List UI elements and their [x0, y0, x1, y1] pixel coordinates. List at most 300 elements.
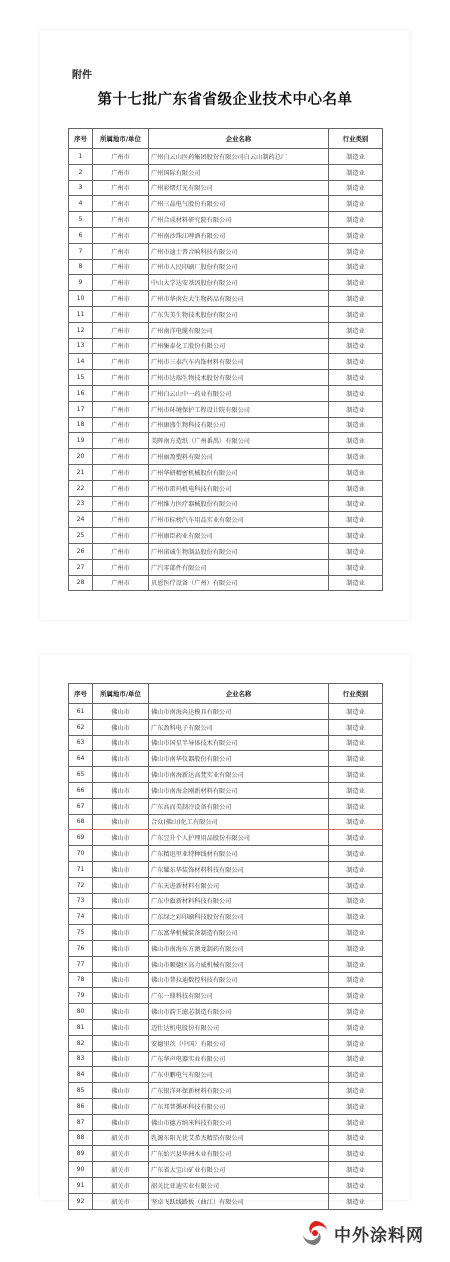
row-company: 广东中旗新材料科技有限公司 — [149, 893, 329, 909]
row-no: 8 — [69, 259, 93, 275]
enterprise-table-1 — [68, 128, 383, 591]
row-company: 广汽零部件有限公司 — [149, 559, 329, 575]
table-row — [69, 164, 383, 180]
table-row — [69, 719, 383, 735]
row-company: 广州市雷玛机电科技有限公司 — [149, 480, 329, 496]
row-industry: 制造业 — [329, 196, 383, 212]
row-industry: 制造业 — [329, 449, 383, 465]
row-no: 80 — [69, 1004, 93, 1020]
row-city: 广州市 — [93, 496, 149, 512]
header-industry: 行业类别 — [329, 129, 383, 149]
document-page-1 — [40, 30, 410, 620]
row-city: 广州市 — [93, 196, 149, 212]
row-company: 广东天进新材料有限公司 — [149, 877, 329, 893]
row-city: 佛山市 — [93, 767, 149, 783]
row-city: 佛山市 — [93, 1067, 149, 1083]
row-industry: 制造业 — [329, 322, 383, 338]
header-no: 序号 — [69, 129, 93, 149]
row-industry: 制造业 — [329, 401, 383, 417]
row-no: 87 — [69, 1114, 93, 1130]
table-row — [69, 575, 383, 591]
row-city: 佛山市 — [93, 940, 149, 956]
row-industry: 制造业 — [329, 1004, 383, 1020]
row-city: 广州市 — [93, 227, 149, 243]
row-no: 76 — [69, 940, 93, 956]
table-header-row — [69, 684, 383, 704]
row-city: 韶关市 — [93, 1130, 149, 1146]
row-company: 合众(佛山)化工有限公司 — [149, 814, 329, 830]
row-no: 88 — [69, 1130, 93, 1146]
row-city: 佛山市 — [93, 782, 149, 798]
row-no: 1 — [69, 149, 93, 165]
table-row — [69, 322, 383, 338]
row-industry: 制造业 — [329, 259, 383, 275]
table-header-row — [69, 129, 383, 149]
row-no: 16 — [69, 385, 93, 401]
row-city: 佛山市 — [93, 909, 149, 925]
row-company: 广州市三泰汽车内饰材料有限公司 — [149, 354, 329, 370]
row-city: 佛山市 — [93, 956, 149, 972]
row-city: 佛山市 — [93, 1114, 149, 1130]
row-industry: 制造业 — [329, 243, 383, 259]
row-city: 佛山市 — [93, 861, 149, 877]
table-row — [69, 306, 383, 322]
row-company: 佛山市南华仪器股份有限公司 — [149, 751, 329, 767]
row-no: 14 — [69, 354, 93, 370]
row-industry: 制造业 — [329, 893, 383, 909]
table-row — [69, 767, 383, 783]
row-city: 广州市 — [93, 417, 149, 433]
row-no: 83 — [69, 1051, 93, 1067]
row-no: 78 — [69, 972, 93, 988]
row-company: 广州市达瑞生物技术股份有限公司 — [149, 370, 329, 386]
table-row — [69, 1162, 383, 1178]
row-industry: 制造业 — [329, 433, 383, 449]
row-industry: 制造业 — [329, 719, 383, 735]
table-row — [69, 496, 383, 512]
table-row — [69, 1019, 383, 1035]
row-no: 21 — [69, 464, 93, 480]
row-city: 佛山市 — [93, 1004, 149, 1020]
row-no: 12 — [69, 322, 93, 338]
table-row — [69, 543, 383, 559]
table-row — [69, 1193, 383, 1209]
row-no: 10 — [69, 291, 93, 307]
row-industry: 制造业 — [329, 1067, 383, 1083]
row-no: 79 — [69, 988, 93, 1004]
row-industry: 制造业 — [329, 227, 383, 243]
table-row — [69, 988, 383, 1004]
row-industry: 制造业 — [329, 735, 383, 751]
row-city: 佛山市 — [93, 925, 149, 941]
row-no: 67 — [69, 798, 93, 814]
row-no: 68 — [69, 814, 93, 830]
table-row — [69, 893, 383, 909]
row-city: 广州市 — [93, 180, 149, 196]
row-no: 72 — [69, 877, 93, 893]
row-city: 韶关市 — [93, 1177, 149, 1193]
row-city: 广州市 — [93, 306, 149, 322]
row-no: 66 — [69, 782, 93, 798]
row-industry: 制造业 — [329, 212, 383, 228]
row-city: 广州市 — [93, 275, 149, 291]
row-industry: 制造业 — [329, 1035, 383, 1051]
header-no: 序号 — [69, 684, 93, 704]
table-row — [69, 909, 383, 925]
document-page-2 — [40, 655, 410, 1206]
enterprise-table-2 — [68, 683, 383, 1210]
table-row — [69, 925, 383, 941]
table-row — [69, 877, 383, 893]
row-no: 85 — [69, 1083, 93, 1099]
row-industry: 制造业 — [329, 782, 383, 798]
row-industry: 制造业 — [329, 1083, 383, 1099]
document-title: 第十七批广东省省级企业技术中心名单 — [97, 91, 353, 108]
table-row — [69, 480, 383, 496]
row-no: 81 — [69, 1019, 93, 1035]
table-row — [69, 1004, 383, 1020]
row-company: 广东精迅里亚特种线材有限公司 — [149, 846, 329, 862]
row-industry: 制造业 — [329, 1193, 383, 1209]
table-row — [69, 1051, 383, 1067]
row-company: 广州白云山医药集团股份有限公司白云山制药总厂 — [149, 149, 329, 165]
table-row — [69, 243, 383, 259]
row-industry: 制造业 — [329, 1162, 383, 1178]
row-company: 佛山市韵王滤芯制造有限公司 — [149, 1004, 329, 1020]
swirl-logo-icon — [300, 1218, 330, 1248]
row-company: 广东绿之彩印刷科技股份有限公司 — [149, 909, 329, 925]
table-row — [69, 291, 383, 307]
row-company: 佛山市南海东方澳龙制药有限公司 — [149, 940, 329, 956]
row-company: 广东耀东华装饰材料科技有限公司 — [149, 861, 329, 877]
table-row — [69, 512, 383, 528]
table-row — [69, 528, 383, 544]
row-city: 佛山市 — [93, 704, 149, 720]
row-company: 韶关比亚迪实业有限公司 — [149, 1177, 329, 1193]
row-company: 佛山市南海金刚新材料有限公司 — [149, 782, 329, 798]
row-industry: 制造业 — [329, 972, 383, 988]
row-company: 中山大学达安基因股份有限公司 — [149, 275, 329, 291]
row-industry: 制造业 — [329, 370, 383, 386]
row-no: 70 — [69, 846, 93, 862]
row-company: 广州南洋电缆有限公司 — [149, 322, 329, 338]
row-company: 广州国际有限公司 — [149, 164, 329, 180]
row-industry: 制造业 — [329, 830, 383, 846]
row-city: 广州市 — [93, 559, 149, 575]
row-company: 广州康臣药业有限公司 — [149, 528, 329, 544]
row-city: 广州市 — [93, 543, 149, 559]
row-company: 迈仕达机电股份有限公司 — [149, 1019, 329, 1035]
row-no: 74 — [69, 909, 93, 925]
row-industry: 制造业 — [329, 480, 383, 496]
row-no: 19 — [69, 433, 93, 449]
row-industry: 制造业 — [329, 798, 383, 814]
row-no: 69 — [69, 830, 93, 846]
row-no: 77 — [69, 956, 93, 972]
row-no: 24 — [69, 512, 93, 528]
row-industry: 制造业 — [329, 275, 383, 291]
row-no: 5 — [69, 212, 93, 228]
row-industry: 制造业 — [329, 164, 383, 180]
table-row — [69, 956, 383, 972]
row-industry: 制造业 — [329, 180, 383, 196]
row-city: 韶关市 — [93, 1146, 149, 1162]
row-company: 广州诺诚生物制品股份有限公司 — [149, 543, 329, 559]
row-no: 71 — [69, 861, 93, 877]
row-no: 86 — [69, 1098, 93, 1114]
watermark-logo — [300, 1218, 424, 1248]
row-company: 广州市迪士普音响科技有限公司 — [149, 243, 329, 259]
row-company: 广州市环境保护工程设计院有限公司 — [149, 401, 329, 417]
row-city: 广州市 — [93, 354, 149, 370]
row-city: 广州市 — [93, 259, 149, 275]
row-company: 贝恩医疗设备（广州）有限公司 — [149, 575, 329, 591]
table-row — [69, 1146, 383, 1162]
row-industry: 制造业 — [329, 512, 383, 528]
table-row — [69, 275, 383, 291]
row-company: 美晖南方造纸（广州番禺）有限公司 — [149, 433, 329, 449]
row-city: 佛山市 — [93, 1035, 149, 1051]
table-row — [69, 433, 383, 449]
table-row — [69, 861, 383, 877]
row-industry: 制造业 — [329, 909, 383, 925]
row-industry: 制造业 — [329, 306, 383, 322]
row-industry: 制造业 — [329, 846, 383, 862]
table-row — [69, 370, 383, 386]
row-no: 26 — [69, 543, 93, 559]
row-city: 广州市 — [93, 401, 149, 417]
row-company: 佛山市南海新达高梵实业有限公司 — [149, 767, 329, 783]
row-city: 佛山市 — [93, 1019, 149, 1035]
row-city: 佛山市 — [93, 846, 149, 862]
row-company: 广东银洋环保新材料有限公司 — [149, 1083, 329, 1099]
row-company: 广东盈科电子有限公司 — [149, 719, 329, 735]
row-industry: 制造业 — [329, 496, 383, 512]
row-industry: 制造业 — [329, 1098, 383, 1114]
row-no: 75 — [69, 925, 93, 941]
row-company: 广州集泰化工股份有限公司 — [149, 338, 329, 354]
header-company: 企业名称 — [149, 129, 329, 149]
row-company: 广东华声电器实业有限公司 — [149, 1051, 329, 1067]
row-industry: 制造业 — [329, 464, 383, 480]
row-no: 13 — [69, 338, 93, 354]
table-row — [69, 830, 383, 846]
row-city: 佛山市 — [93, 751, 149, 767]
row-no: 27 — [69, 559, 93, 575]
row-company: 广州合成材料研究院有限公司 — [149, 212, 329, 228]
row-industry: 制造业 — [329, 1130, 383, 1146]
row-company: 广东邦普循环科技有限公司 — [149, 1098, 329, 1114]
row-no: 64 — [69, 751, 93, 767]
table-row — [69, 1098, 383, 1114]
row-industry: 制造业 — [329, 767, 383, 783]
row-company: 广东始兴县华洲木业有限公司 — [149, 1146, 329, 1162]
table-row — [69, 751, 383, 767]
row-company: 广州三晶电气股份有限公司 — [149, 196, 329, 212]
row-company: 广州丽盈塑料有限公司 — [149, 449, 329, 465]
row-industry: 制造业 — [329, 1114, 383, 1130]
row-company: 广州维力医疗器械股份有限公司 — [149, 496, 329, 512]
row-industry: 制造业 — [329, 1051, 383, 1067]
row-industry: 制造业 — [329, 149, 383, 165]
header-city: 所属地市/单位 — [93, 129, 149, 149]
row-company: 广州市华南农大生物药品有限公司 — [149, 291, 329, 307]
row-industry: 制造业 — [329, 877, 383, 893]
row-city: 广州市 — [93, 243, 149, 259]
row-no: 92 — [69, 1193, 93, 1209]
row-city: 韶关市 — [93, 1193, 149, 1209]
row-city: 佛山市 — [93, 1098, 149, 1114]
table-row — [69, 972, 383, 988]
row-industry: 制造业 — [329, 528, 383, 544]
table-row — [69, 354, 383, 370]
table-row — [69, 338, 383, 354]
row-no: 23 — [69, 496, 93, 512]
row-company: 佛山市南海奔达模具有限公司 — [149, 704, 329, 720]
row-industry: 制造业 — [329, 338, 383, 354]
table-row — [69, 735, 383, 751]
row-no: 90 — [69, 1162, 93, 1178]
row-city: 广州市 — [93, 338, 149, 354]
row-company: 佛山市德方纳米科技有限公司 — [149, 1114, 329, 1130]
row-company: 广州华研精密机械股份有限公司 — [149, 464, 329, 480]
annex-label: 附件 — [72, 70, 92, 81]
row-city: 广州市 — [93, 512, 149, 528]
header-company: 企业名称 — [149, 684, 329, 704]
table-row — [69, 704, 383, 720]
table-row — [69, 196, 383, 212]
row-company: 佛山市顺德区高力威机械有限公司 — [149, 956, 329, 972]
row-company: 广州彩熠灯光有限公司 — [149, 180, 329, 196]
row-company: 安德里茨（中国）有限公司 — [149, 1035, 329, 1051]
row-city: 广州市 — [93, 385, 149, 401]
row-no: 28 — [69, 575, 93, 591]
row-industry: 制造业 — [329, 417, 383, 433]
row-city: 佛山市 — [93, 830, 149, 846]
table-row — [69, 180, 383, 196]
row-city: 广州市 — [93, 480, 149, 496]
row-industry: 制造业 — [329, 559, 383, 575]
row-company: 广州市标榜汽车用品实业有限公司 — [149, 512, 329, 528]
row-no: 3 — [69, 180, 93, 196]
row-no: 63 — [69, 735, 93, 751]
row-city: 广州市 — [93, 528, 149, 544]
row-no: 25 — [69, 528, 93, 544]
row-no: 65 — [69, 767, 93, 783]
row-no: 82 — [69, 1035, 93, 1051]
row-industry: 制造业 — [329, 861, 383, 877]
table-row — [69, 1177, 383, 1193]
table-row — [69, 385, 383, 401]
row-industry: 制造业 — [329, 1146, 383, 1162]
row-industry: 制造业 — [329, 751, 383, 767]
row-industry: 制造业 — [329, 1019, 383, 1035]
row-company: 广东一鼎科技有限公司 — [149, 988, 329, 1004]
row-city: 广州市 — [93, 164, 149, 180]
watermark-text: 中外涂料网 — [334, 1225, 424, 1246]
row-company: 坚卓飞跃线路板（曲江）有限公司 — [149, 1193, 329, 1209]
row-industry: 制造业 — [329, 354, 383, 370]
row-city: 广州市 — [93, 449, 149, 465]
row-city: 佛山市 — [93, 719, 149, 735]
row-city: 佛山市 — [93, 893, 149, 909]
row-company: 广州康盛生物科技有限公司 — [149, 417, 329, 433]
row-city: 韶关市 — [93, 1162, 149, 1178]
row-city: 佛山市 — [93, 1083, 149, 1099]
row-city: 广州市 — [93, 433, 149, 449]
row-industry: 制造业 — [329, 543, 383, 559]
row-no: 20 — [69, 449, 93, 465]
table-row — [69, 464, 383, 480]
row-city: 佛山市 — [93, 1051, 149, 1067]
row-industry: 制造业 — [329, 814, 383, 830]
row-industry: 制造业 — [329, 956, 383, 972]
row-industry: 制造业 — [329, 385, 383, 401]
table-row — [69, 449, 383, 465]
row-no: 73 — [69, 893, 93, 909]
row-no: 91 — [69, 1177, 93, 1193]
row-no: 15 — [69, 370, 93, 386]
row-company: 广东昱升个人护理用品股份有限公司 — [149, 830, 329, 846]
row-no: 4 — [69, 196, 93, 212]
row-city: 广州市 — [93, 149, 149, 165]
row-city: 广州市 — [93, 322, 149, 338]
row-industry: 制造业 — [329, 575, 383, 591]
row-company: 广东省大宝山矿业有限公司 — [149, 1162, 329, 1178]
row-city: 佛山市 — [93, 972, 149, 988]
row-city: 广州市 — [93, 464, 149, 480]
row-no: 17 — [69, 401, 93, 417]
row-company: 广东富华机械装备制造有限公司 — [149, 925, 329, 941]
row-no: 89 — [69, 1146, 93, 1162]
row-company: 佛山市普拉迪数控科技有限公司 — [149, 972, 329, 988]
table-row — [69, 212, 383, 228]
table-row — [69, 1130, 383, 1146]
table-row — [69, 940, 383, 956]
row-city: 佛山市 — [93, 988, 149, 1004]
row-industry: 制造业 — [329, 1177, 383, 1193]
row-city: 佛山市 — [93, 814, 149, 830]
row-city: 广州市 — [93, 291, 149, 307]
row-company: 乳源东阳光优艾希杰精箔有限公司 — [149, 1130, 329, 1146]
table-row — [69, 846, 383, 862]
row-no: 61 — [69, 704, 93, 720]
row-no: 18 — [69, 417, 93, 433]
table-row — [69, 798, 383, 814]
row-company: 广州南沙珠江啤酒有限公司 — [149, 227, 329, 243]
table-row — [69, 1114, 383, 1130]
row-city: 广州市 — [93, 370, 149, 386]
row-no: 2 — [69, 164, 93, 180]
row-industry: 制造业 — [329, 925, 383, 941]
table-row — [69, 1083, 383, 1099]
row-company: 广东失美生物技术股份有限公司 — [149, 306, 329, 322]
header-industry: 行业类别 — [329, 684, 383, 704]
row-company: 广州白云山中一药业有限公司 — [149, 385, 329, 401]
table-row — [69, 227, 383, 243]
row-city: 佛山市 — [93, 798, 149, 814]
table-row — [69, 814, 383, 830]
row-company: 广东中鹏电气有限公司 — [149, 1067, 329, 1083]
row-industry: 制造业 — [329, 704, 383, 720]
table-row — [69, 417, 383, 433]
row-city: 佛山市 — [93, 877, 149, 893]
row-city: 广州市 — [93, 575, 149, 591]
row-no: 7 — [69, 243, 93, 259]
row-no: 9 — [69, 275, 93, 291]
row-industry: 制造业 — [329, 988, 383, 1004]
row-industry: 制造业 — [329, 940, 383, 956]
